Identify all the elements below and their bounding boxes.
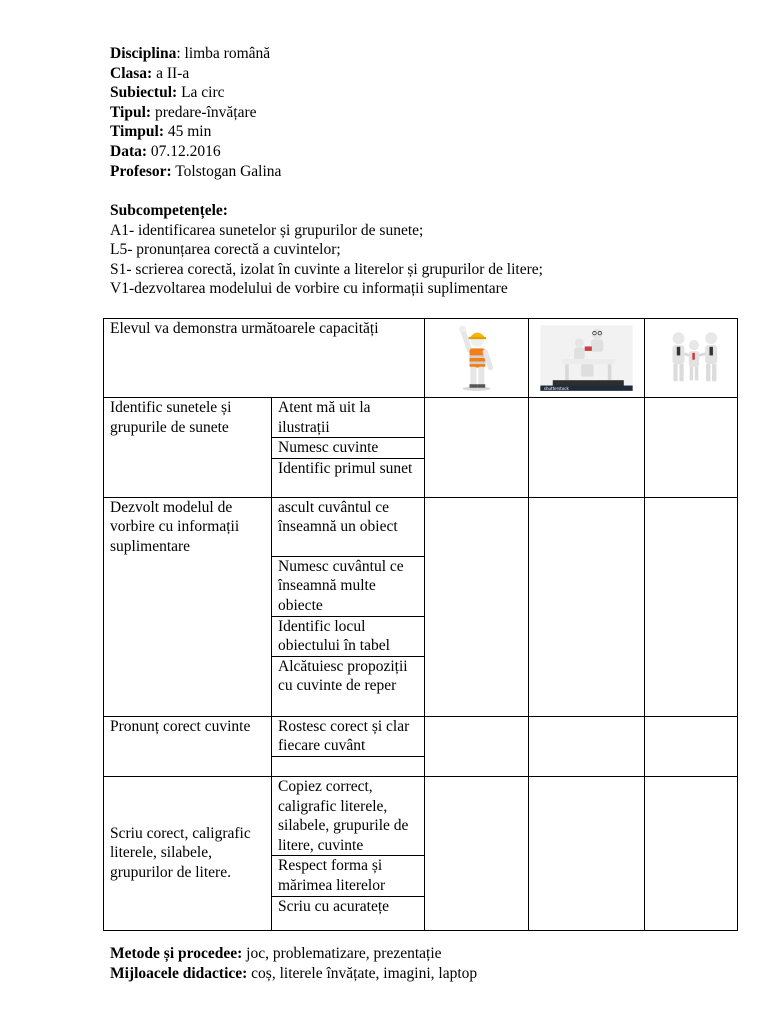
item-cell: Copiez correct, caligrafic literele, silabele, grupurile de litere, cuvinte xyxy=(272,776,425,855)
worker-waving-icon xyxy=(431,319,522,397)
meta-disciplina: Disciplina: limba română xyxy=(110,45,271,62)
table-row xyxy=(104,716,738,756)
subcompetenta-v1: V1-dezvoltarea modelului de vorbire cu informații suplimentare xyxy=(110,280,508,298)
blank-cell xyxy=(529,398,645,498)
item-cell: Alcătuiesc propoziții cu cuvinte de reper xyxy=(272,656,425,716)
blank-cell xyxy=(645,716,738,776)
table-header-text: Elevul va demonstra următoarele capacități xyxy=(104,319,425,398)
subcompetenta-s1: S1- scrierea corectă, izolat în cuvinte a literelor și grupurilor de litere; xyxy=(110,260,543,278)
item-cell: Scriu cu acuratețe xyxy=(272,896,425,930)
header-image-1 xyxy=(425,319,529,398)
blank-cell xyxy=(645,776,738,930)
lesson-meta xyxy=(110,44,750,181)
meta-clasa: Clasa: a II-a xyxy=(110,64,190,82)
meta-timpul: Timpul: 45 min xyxy=(110,123,212,141)
footer-section xyxy=(110,944,750,983)
meta-tipul: Tipul: predare-învățare xyxy=(110,103,257,121)
item-cell: Identific primul sunet xyxy=(272,458,425,497)
meta-subiectul: Subiectul: La circ xyxy=(110,84,225,102)
subcompetente-heading: Subcompetențele: xyxy=(110,202,228,219)
footer-mijloace: Mijloacele didactice: coș, literele învățate, imagini, laptop xyxy=(110,964,478,982)
item-cell: ascult cuvântul ce înseamnă un obiect xyxy=(272,497,425,556)
item-cell: Respect forma și mărimea literelor xyxy=(272,856,425,896)
item-cell xyxy=(272,756,425,776)
blank-cell xyxy=(425,398,529,498)
footer-metode: Metode și procedee: joc, problematizare, prezentație xyxy=(110,945,442,962)
subcompetente-section xyxy=(110,201,750,299)
table-row xyxy=(104,776,738,855)
table-row xyxy=(104,398,738,438)
table-row xyxy=(104,497,738,556)
item-cell: Numesc cuvinte xyxy=(272,438,425,459)
skill-cell: Dezvolt modelul de vorbire cu informații suplimentare xyxy=(104,497,272,716)
blank-cell xyxy=(645,398,738,498)
subcompetenta-a1: A1- identificarea sunetelor și grupurilor de sunete; xyxy=(110,221,424,239)
table-header-row xyxy=(104,319,738,398)
skill-cell: Pronunț corect cuvinte xyxy=(104,716,272,776)
header-image-3 xyxy=(645,319,738,398)
figures-at-desk-icon xyxy=(535,319,638,397)
meta-data: Data: 07.12.2016 xyxy=(110,142,221,160)
blank-cell xyxy=(529,716,645,776)
blank-cell xyxy=(529,497,645,716)
subcompetenta-l5: L5- pronunțarea corectă a cuvintelor; xyxy=(110,241,341,259)
item-cell: Atent mă uit la ilustrații xyxy=(272,398,425,438)
item-cell: Numesc cuvântul ce înseamnă multe obiecte xyxy=(272,556,425,616)
item-cell: Rostesc corect și clar fiecare cuvânt xyxy=(272,716,425,756)
skill-cell: Scriu corect, caligrafic literele, silabele, grupurilor de litere. xyxy=(104,776,272,930)
blank-cell xyxy=(529,776,645,930)
figures-handshake-icon xyxy=(651,319,731,397)
capacities-table xyxy=(103,318,738,931)
blank-cell xyxy=(425,497,529,716)
blank-cell xyxy=(645,497,738,716)
item-cell: Identific locul obiectului în tabel xyxy=(272,616,425,656)
blank-cell xyxy=(425,776,529,930)
blank-cell xyxy=(425,716,529,776)
shutterstock-caption: shutterstock xyxy=(543,385,569,391)
meta-profesor: Profesor: Tolstogan Galina xyxy=(110,162,282,180)
header-image-2 xyxy=(529,319,645,398)
skill-cell: Identific sunetele și grupurile de sunete xyxy=(104,398,272,498)
